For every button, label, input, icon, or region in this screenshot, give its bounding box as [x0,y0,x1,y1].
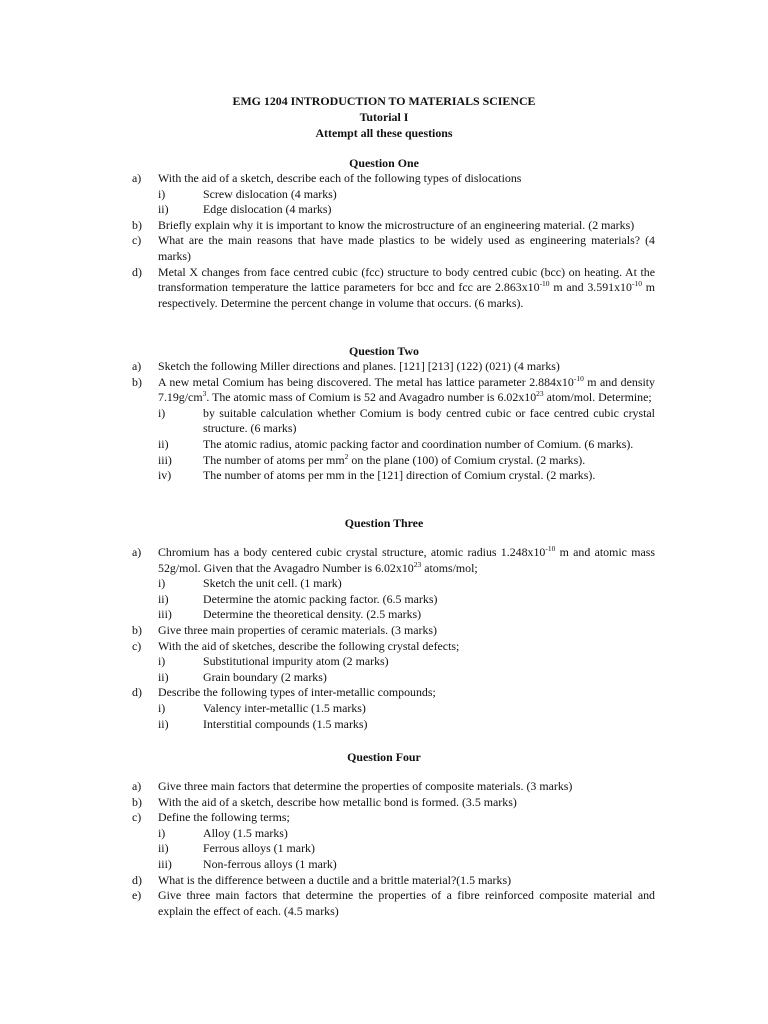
q1-d-text: Metal X changes from face centred cubic (fcc) structure to body centred cubic (bcc) on heating. At the transformation temperature the lattice parameters for bcc and fcc are $2.863x10^{-10}$ m and $3.591x10^{-10}$ m respectively. Determine the percent change in volume that occurs. (6 marks). [158,264,655,310]
q3-d-text: Describe the following types of inter-metallic compounds; [158,685,436,700]
q1-a-sub-i [0,187,768,203]
document-header [0,93,768,141]
sub-label: ii) [158,436,169,451]
question-three-title: Question Three [344,516,424,530]
sub-text: Edge dislocation (4 marks) [203,202,332,217]
q3-d-label: d) [132,685,142,700]
q3-a-sub-iii [0,607,768,623]
question-two-title: Question Two [349,344,419,358]
q4-b-label: b) [132,794,142,809]
q1-a-label: a) [132,171,142,185]
q3-d-sub-ii [0,717,768,733]
q1-item-d [0,265,768,312]
q4-item-a [0,779,768,795]
q3-a-text: Chromium has a body centered cubic crystal structure, atomic radius $1.248x10^{-10}$ m and atomic mass 52g/mol. Given that the Avagadro Number is $6.02x10^{23}$ atoms/mol; [158,544,655,575]
q4-d-text: What is the difference between a ductile and a brittle material?(1.5 marks) [158,872,512,887]
sub-text: Ferrous alloys (1 mark) [203,841,315,856]
q3-c-label: c) [132,638,142,653]
sub-label: i) [158,700,166,715]
q3-c-sub-i [0,654,768,670]
q4-d-label: d) [132,872,142,887]
q1-a-text: With the aid of a sketch, describe each of the following types of dislocations [158,171,522,185]
q3-c-text: With the aid of sketches, describe the following crystal defects; [158,638,460,653]
sub-label: iii) [158,452,172,467]
q2-b-label: b) [132,374,142,389]
q1-item-c [0,233,768,264]
sub-label: iv) [158,468,172,483]
q1-a-sub-ii [0,202,768,218]
sub-label: i) [158,825,166,840]
question-four [0,749,768,919]
q1-item-a [0,171,768,187]
q4-item-e [0,888,768,919]
q2-b-sub-iv [0,468,768,484]
sub-text: by suitable calculation whether Comium is body centred cubic or face centred cubic crystal structure. (6 marks) [203,405,655,436]
sub-text: Determine the atomic packing factor. (6.5 marks) [203,591,438,606]
q3-b-text: Give three main properties of ceramic materials. (3 marks) [158,622,437,637]
q1-d-label: d) [132,264,142,279]
q4-b-text: With the aid of a sketch, describe how metallic bond is formed. (3.5 marks) [158,794,517,809]
question-three [0,515,768,732]
sub-text: Interstitial compounds (1.5 marks) [203,716,368,731]
q4-e-label: e) [132,888,142,903]
q3-item-b [0,623,768,639]
q4-item-d [0,873,768,889]
sub-label: iii) [158,607,172,622]
q2-a-text: Sketch the following Miller directions and planes. [121] [213] (122) (021) (4 marks) [158,359,560,373]
sub-label: iii) [158,856,172,871]
q3-d-sub-i [0,701,768,717]
sub-label: ii) [158,669,169,684]
q4-item-c [0,810,768,826]
q3-b-label: b) [132,622,142,637]
q2-a-label: a) [132,359,142,373]
sub-text: Grain boundary (2 marks) [203,669,327,684]
sub-text: Alloy (1.5 marks) [203,825,288,840]
q2-b-sub-i [0,406,768,437]
q2-item-b [0,375,768,406]
q4-a-label: a) [132,779,142,793]
q2-b-sub-ii [0,437,768,453]
q1-b-label: b) [132,217,142,232]
sub-text: Determine the theoretical density. (2.5 marks) [203,607,422,622]
q1-c-label: c) [132,233,142,248]
q2-b-sub-iii [0,453,768,469]
q3-c-sub-ii [0,670,768,686]
instruction-line: Attempt all these questions [315,126,453,140]
sub-label: i) [158,186,166,201]
sub-label: i) [158,576,166,591]
q1-b-text: Briefly explain why it is important to know the microstructure of an engineering material. (2 marks) [158,217,635,232]
q1-item-b [0,218,768,234]
question-one [0,155,768,311]
q4-a-text: Give three main factors that determine the properties of composite materials. (3 marks) [158,779,573,793]
q3-a-sub-i [0,576,768,592]
sub-text: Substitutional impurity atom (2 marks) [203,654,389,669]
q4-item-b [0,795,768,811]
q4-c-sub-iii [0,857,768,873]
question-one-title: Question One [349,156,419,170]
q3-item-d [0,685,768,701]
q4-e-text: Give three main factors that determine the properties of a fibre reinforced composite material and explain the effect of each. (4.5 marks) [158,888,655,918]
sub-text: Non-ferrous alloys (1 mark) [203,856,337,871]
sub-label: ii) [158,841,169,856]
q2-b-text: A new metal Comium has being discovered. The metal has lattice parameter $2.884x10^{-10}$ m and density $7.19g/cm^3$. The atomic mass of Comium is 52 and Avagadro number is $6.02x10^{23}$ atom/mol. Determine; [158,373,655,405]
sub-label: ii) [158,202,169,217]
question-two [0,343,768,484]
sub-text: The atomic radius, atomic packing factor and coordination number of Comium. (6 marks). [203,436,634,451]
q4-c-text: Define the following terms; [158,810,290,825]
question-four-title: Question Four [347,750,421,764]
q3-item-a [0,545,768,576]
q3-a-sub-ii [0,592,768,608]
sub-text: The number of atoms per $mm^2$ on the plane (100) of Comium crystal. (2 marks). [203,451,586,467]
sub-text: The number of atoms per mm in the [121] direction of Comium crystal. (2 marks). [203,468,596,483]
sub-label: ii) [158,716,169,731]
sub-label: ii) [158,591,169,606]
q4-c-sub-i [0,826,768,842]
q3-a-label: a) [132,545,142,559]
tutorial-title: Tutorial I [359,110,409,124]
q1-c-text: What are the main reasons that have made plastics to be widely used as engineering materials? (4 marks) [158,233,655,263]
sub-text: Valency inter-metallic (1.5 marks) [203,700,366,715]
q2-item-a [0,359,768,375]
course-title: EMG 1204 INTRODUCTION TO MATERIALS SCIENCE [232,94,536,108]
sub-text: Screw dislocation (4 marks) [203,186,337,201]
q4-c-sub-ii [0,841,768,857]
sub-label: i) [158,654,166,669]
sub-text: Sketch the unit cell. (1 mark) [203,576,342,591]
sub-label: i) [158,405,166,420]
q3-item-c [0,639,768,655]
q4-c-label: c) [132,810,142,825]
